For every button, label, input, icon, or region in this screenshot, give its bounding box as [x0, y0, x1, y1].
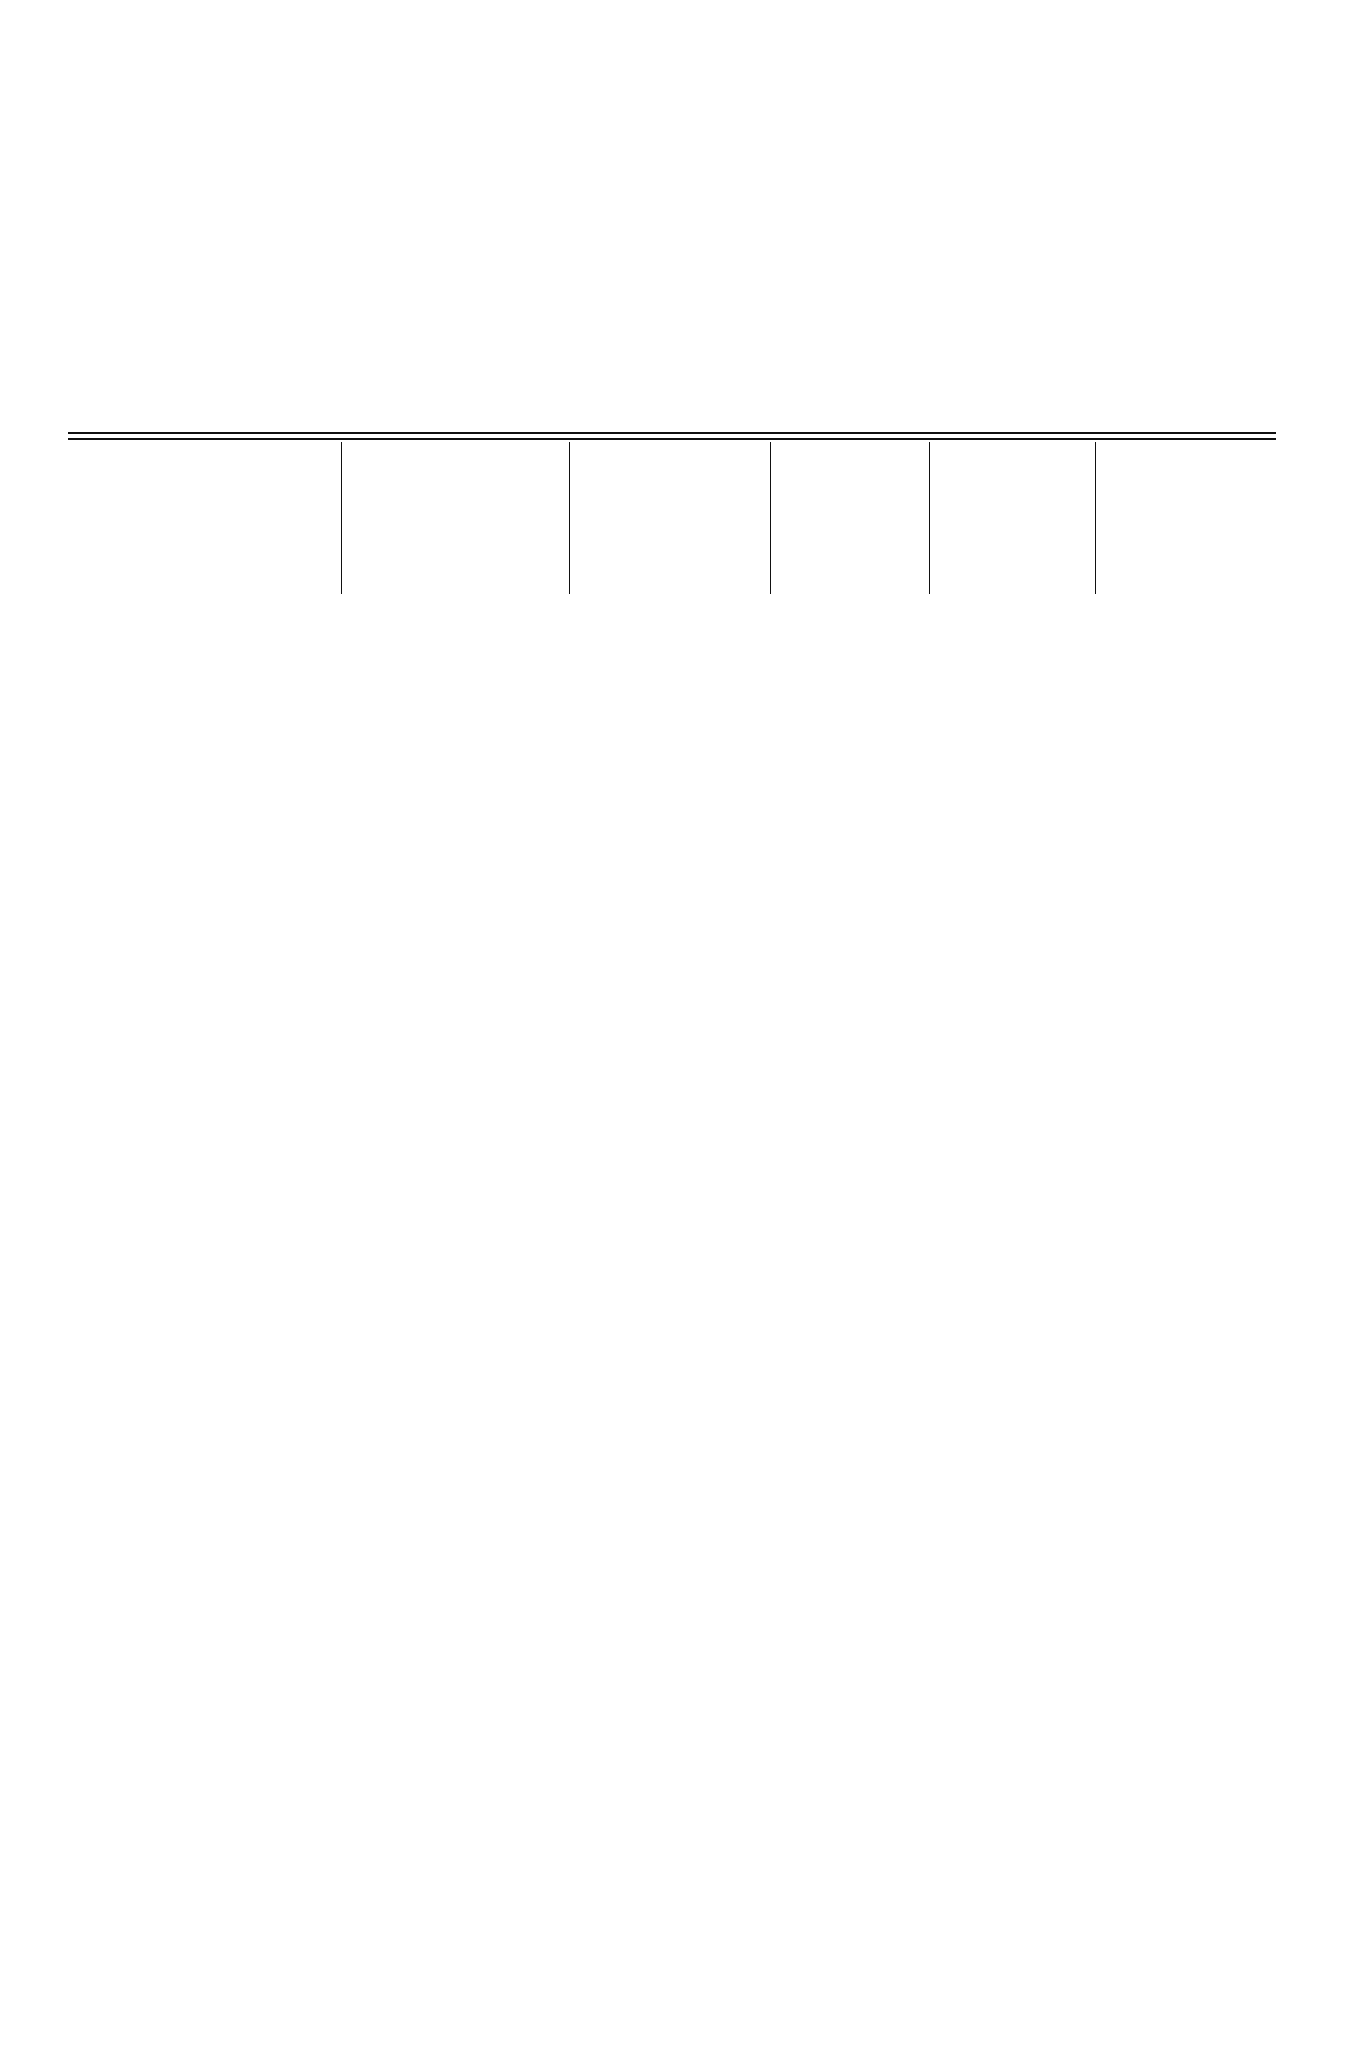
header-row — [68, 442, 1276, 594]
top-rule-2 — [68, 438, 1276, 440]
header-zchs — [68, 442, 341, 594]
potassium-table — [68, 442, 1276, 594]
header-m-error — [929, 442, 1095, 594]
header-element — [341, 442, 569, 594]
header-m-percent — [770, 442, 929, 594]
header-p — [1095, 442, 1276, 594]
header-count — [569, 442, 770, 594]
top-rule-1 — [68, 432, 1276, 434]
